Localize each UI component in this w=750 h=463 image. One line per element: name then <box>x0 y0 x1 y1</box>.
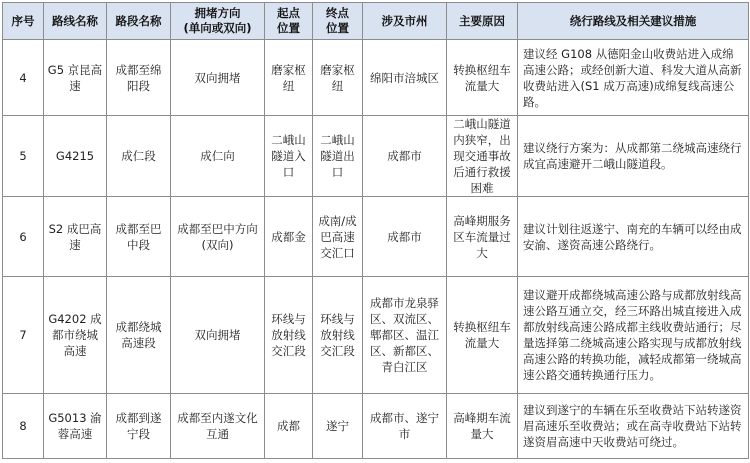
cell-no: 6 <box>3 197 44 277</box>
header-no: 序号 <box>3 3 44 40</box>
table-row <box>3 197 749 277</box>
cell-section: 成都至巴中段 <box>107 197 171 277</box>
cell-reason: 转换枢纽车流量大 <box>447 277 518 394</box>
cell-route: G5 京昆高速 <box>44 40 107 116</box>
cell-direction: 成仁向 <box>171 116 265 197</box>
cell-start: 磨家枢纽 <box>265 40 313 116</box>
cell-section: 成仁段 <box>107 116 171 197</box>
cell-start: 二峨山隧道入口 <box>265 116 313 197</box>
cell-city: 成都市、遂宁市 <box>363 394 447 459</box>
table-row <box>3 116 749 197</box>
cell-route: G5013 渝蓉高速 <box>44 394 107 459</box>
header-end: 终点 位置 <box>313 3 363 40</box>
cell-section: 成都至绵阳段 <box>107 40 171 116</box>
header-start: 起点 位置 <box>265 3 313 40</box>
cell-start: 成都 <box>265 394 313 459</box>
header-section: 路段名称 <box>107 3 171 40</box>
cell-city: 绵阳市涪城区 <box>363 40 447 116</box>
cell-advice: 建议到遂宁的车辆在乐至收费站下站转遂资眉高速乐至收费站；或在高寺收费站下站转遂资眉高速中天收费站可绕过。 <box>518 394 749 459</box>
cell-end: 成南/成巴高速交汇口 <box>313 197 363 277</box>
cell-advice: 建议计划往返遂宁、南充的车辆可以经由成安渝、遂资高速公路绕行。 <box>518 197 749 277</box>
cell-no: 5 <box>3 116 44 197</box>
table-row <box>3 277 749 394</box>
cell-reason: 高峰期车流量大 <box>447 394 518 459</box>
cell-city: 成都市 <box>363 116 447 197</box>
header-reason: 主要原因 <box>447 3 518 40</box>
cell-no: 4 <box>3 40 44 116</box>
table-row <box>3 40 749 116</box>
cell-no: 7 <box>3 277 44 394</box>
cell-reason: 二峨山隧道内狭窄，出现交通事故后通行救援困难 <box>447 116 518 197</box>
cell-end: 二峨山隧道出口 <box>313 116 363 197</box>
table-row <box>3 394 749 459</box>
cell-advice: 建议经 G108 从德阳金山收费站进入成绵高速公路；或经创新大道、科发大道从高新收费站进入(S1 成万高速)成绵复线高速公路。 <box>518 40 749 116</box>
cell-route: G4202 成都市绕城高速 <box>44 277 107 394</box>
cell-direction: 双向拥堵 <box>171 40 265 116</box>
cell-no: 8 <box>3 394 44 459</box>
cell-reason: 高峰期服务区车流量过大 <box>447 197 518 277</box>
congestion-table <box>2 2 749 459</box>
header-city: 涉及市州 <box>363 3 447 40</box>
cell-city: 成都市龙泉驿区、双流区、郫都区、温江区、新都区、青白江区 <box>363 277 447 394</box>
header-row <box>3 3 749 40</box>
cell-end: 磨家枢纽 <box>313 40 363 116</box>
header-advice: 绕行路线及相关建议措施 <box>518 3 749 40</box>
cell-route: G4215 <box>44 116 107 197</box>
cell-end: 环线与放射线交汇段 <box>313 277 363 394</box>
cell-reason: 转换枢纽车流量大 <box>447 40 518 116</box>
header-route: 路线名称 <box>44 3 107 40</box>
cell-city: 成都市 <box>363 197 447 277</box>
cell-advice: 建议避开成都绕城高速公路与成都放射线高速公路互通立交，经三环路出城直接进入成都放射线高速公路成都主线收费站通行；尽量选择第二绕城高速公路实现与成都放射线高速公路的转换功能，减轻成都第一绕城高速公路交通转换通行压力。 <box>518 277 749 394</box>
cell-direction: 成都至内遂文化互通 <box>171 394 265 459</box>
cell-section: 成都到遂宁段 <box>107 394 171 459</box>
cell-start: 环线与放射线交汇段 <box>265 277 313 394</box>
cell-direction: 双向拥堵 <box>171 277 265 394</box>
cell-route: S2 成巴高速 <box>44 197 107 277</box>
cell-advice: 建议绕行方案为：从成都第二绕城高速绕行成宜高速避开二峨山隧道段。 <box>518 116 749 197</box>
cell-direction: 成都至巴中方向(双向) <box>171 197 265 277</box>
cell-start: 成都金 <box>265 197 313 277</box>
cell-end: 遂宁 <box>313 394 363 459</box>
header-direction: 拥堵方向 (单向或双向) <box>171 3 265 40</box>
cell-section: 成都绕城高速段 <box>107 277 171 394</box>
